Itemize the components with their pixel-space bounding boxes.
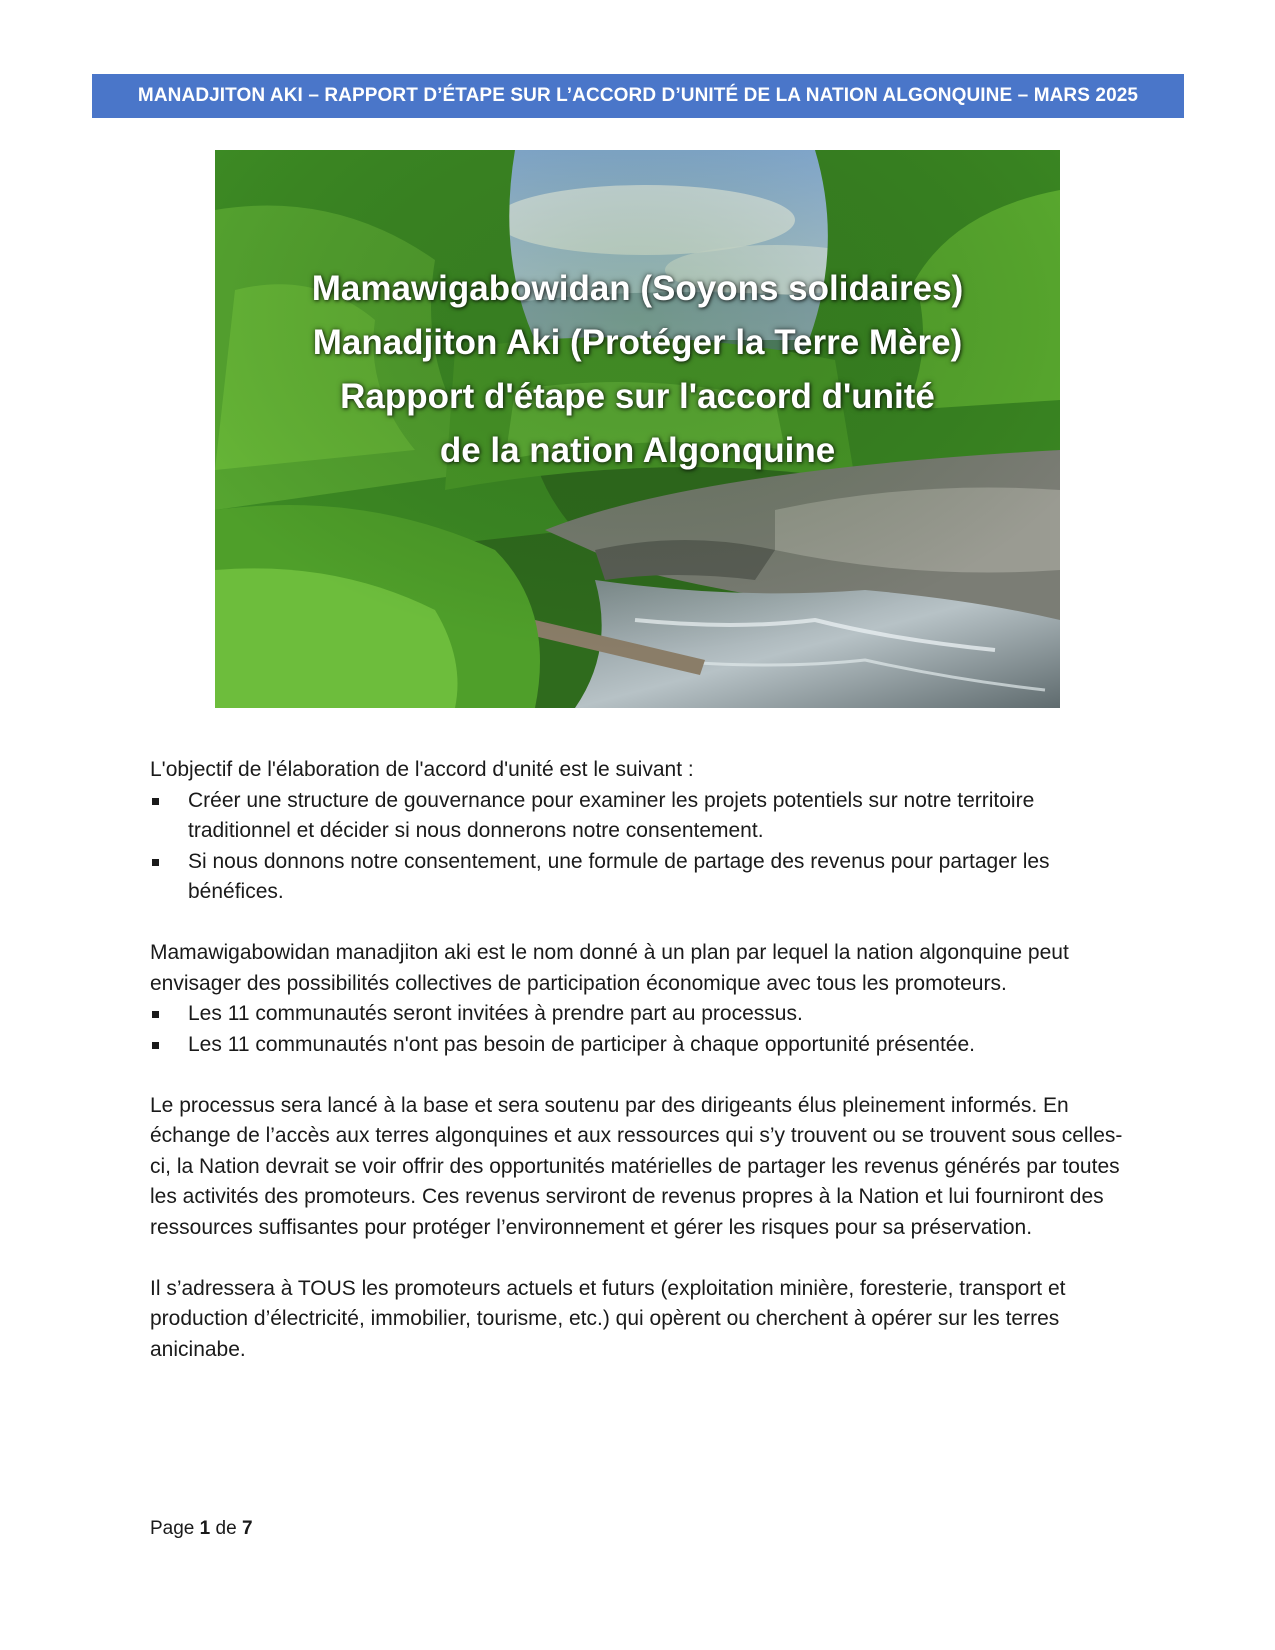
list-item [150,1030,1140,1061]
list-item [150,999,1140,1030]
document-header-banner [92,74,1184,118]
list-item-text: Les 11 communautés seront invitées à prendre part au processus. [188,1002,803,1025]
total-pages: 7 [241,1518,253,1539]
page-number [150,1518,253,1540]
page-separator: de [215,1518,237,1539]
list-item [150,847,1140,908]
current-page: 1 [199,1518,211,1539]
square-bullet-icon [152,1042,159,1049]
header-title: MANADJITON AKI – RAPPORT D’ÉTAPE SUR L’ACCORD D’UNITÉ DE LA NATION ALGONQUINE – MARS 2025 [137,85,1139,106]
hero-title-line: de la nation Algonquine [439,431,836,470]
hero-title-line: Rapport d'étape sur l'accord d'unité [340,377,935,416]
section4-paragraph: Il s’adressera à TOUS les promoteurs actuels et futurs (exploitation minière, foresterie, transport et production d’électricité, immobilier, tourisme, etc.) qui opèrent ou cherchent à opérer sur les terres anicinabe. [150,1276,1066,1361]
square-bullet-icon [152,859,159,866]
section3-paragraph: Le processus sera lancé à la base et sera soutenu par des dirigeants élus pleinement informés. En échange de l’accès aux terres algonquines et aux ressources qui s’y trouvent ou se trouvent sous celles-ci, la Nation devrait se voir offrir des opportunités matérielles de partager les revenus générés par toutes les activités des promoteurs. Ces revenus serviront de revenus propres à la Nation et lui fourniront des ressources suffisantes pour protéger l’environnement et gérer les risques pour sa préservation. [150,1093,1123,1239]
list-item-text: Les 11 communautés n'ont pas besoin de participer à chaque opportunité présentée. [188,1032,975,1056]
hero-title-line: Manadjiton Aki (Protéger la Terre Mère) [312,323,963,362]
page-label: Page [150,1518,195,1539]
section2-bullet-list [150,999,1140,1060]
list-item-text: Si nous donnons notre consentement, une formule de partage des revenus pour partager les bénéfices. [188,849,1050,903]
section1-intro: L'objectif de l'élaboration de l'accord d'unité est le suivant : [150,758,694,781]
section2-intro: Mamawigabowidan manadjiton aki est le nom donné à un plan par lequel la nation algonquine peut envisager des possibilités collectives de participation économique avec tous les promoteurs. [150,941,1069,995]
square-bullet-icon [152,798,159,805]
square-bullet-icon [152,1011,159,1018]
hero-title [215,262,1060,478]
list-item [150,786,1140,847]
document-body [150,755,1140,1365]
list-item-text: Créer une structure de gouvernance pour examiner les projets potentiels sur notre territoire traditionnel et décider si nous donnerons notre consentement. [188,788,1035,842]
hero-image [215,150,1060,708]
section1-bullet-list [150,786,1140,908]
hero-title-line: Mamawigabowidan (Soyons solidaires) [311,269,964,308]
